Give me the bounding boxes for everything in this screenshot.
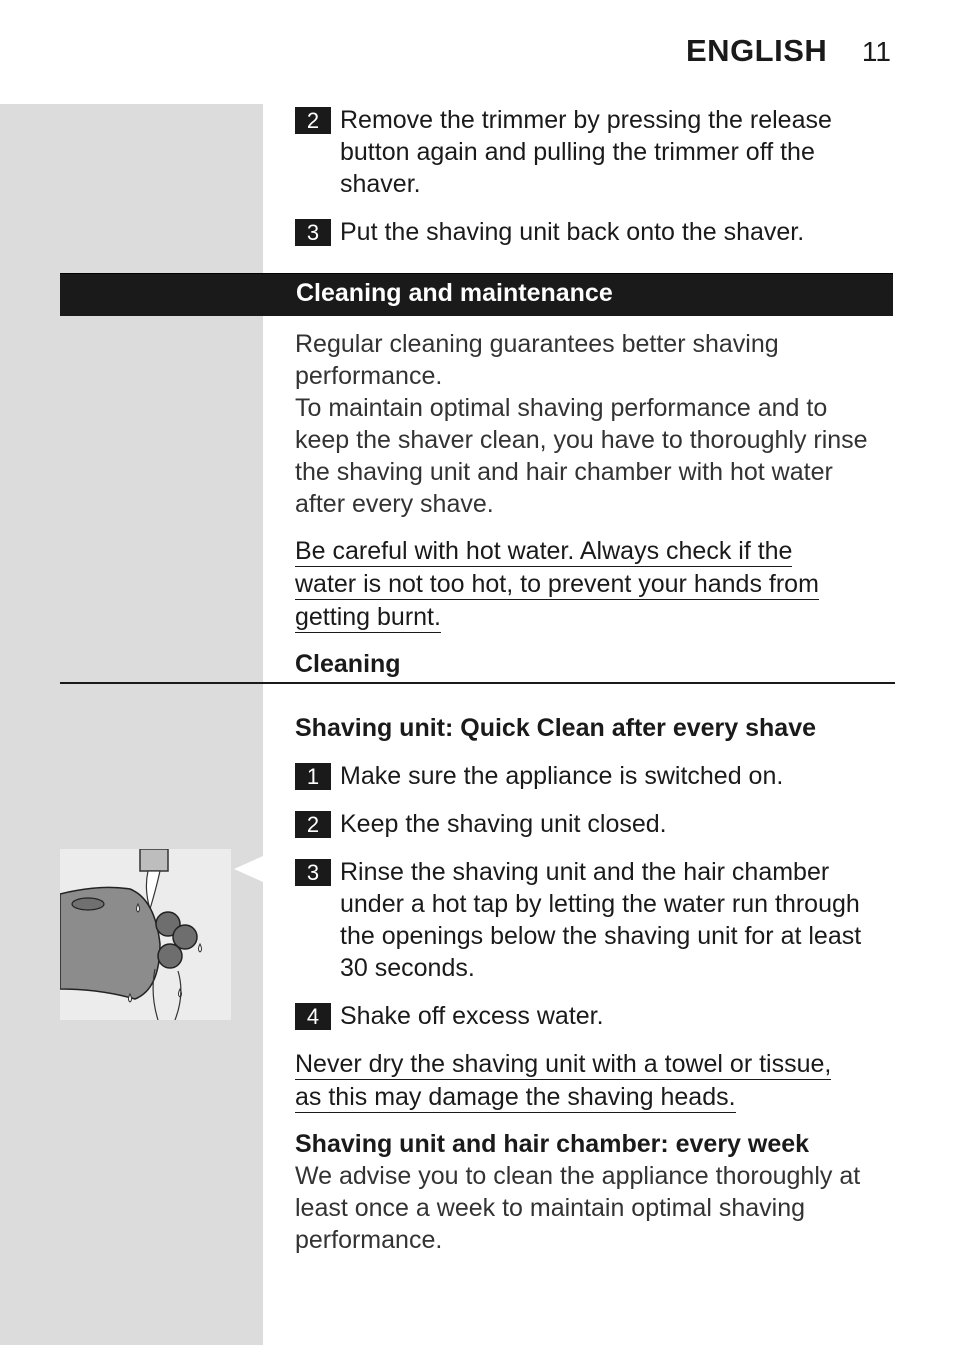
subsection-title: Cleaning [295, 650, 401, 678]
note-line: Never dry the shaving unit with a towel or tissue, [295, 1050, 832, 1078]
shaver-rinse-icon [60, 849, 231, 1020]
top-steps [295, 104, 885, 248]
intro-paragraph-1: Regular cleaning guarantees better shaving performance. [295, 330, 779, 390]
step-text: Keep the shaving unit closed. [340, 810, 667, 838]
weekly-title: Shaving unit and hair chamber: every week [295, 1130, 810, 1158]
section-divider [60, 682, 895, 684]
warning-line: getting burnt. [295, 603, 441, 631]
page-number: 11 [861, 36, 891, 67]
step-text: Make sure the appliance is switched on. [340, 762, 784, 790]
weekly-text: We advise you to clean the appliance thoroughly at least once a week to maintain optimal shaving performance. [295, 1162, 861, 1254]
quick-clean-title: Shaving unit: Quick Clean after every shave [295, 714, 817, 742]
section-intro [295, 328, 880, 520]
step-number: 4 [295, 1003, 331, 1030]
warning-line: Be careful with hot water. Always check if the [295, 537, 793, 565]
step-number: 2 [295, 107, 331, 134]
language-label: ENGLISH [686, 33, 828, 68]
step-text: Shake off excess water. [340, 1002, 604, 1030]
step-item [295, 856, 885, 984]
step-item [295, 808, 885, 840]
step-item [295, 104, 885, 200]
step-text: Put the shaving unit back onto the shaver. [340, 218, 805, 246]
towel-warning [295, 1048, 885, 1114]
step-number: 3 [295, 859, 331, 886]
step-number: 2 [295, 811, 331, 838]
step-item [295, 216, 885, 248]
warning-line: water is not too hot, to prevent your hands from [295, 570, 819, 598]
step-number: 1 [295, 763, 331, 790]
step-number: 3 [295, 219, 331, 246]
step-item [295, 760, 885, 792]
note-line: as this may damage the shaving heads. [295, 1083, 736, 1111]
weekly-section [295, 1128, 865, 1256]
illustration-pointer [234, 856, 263, 882]
hot-water-warning [295, 535, 885, 634]
section-heading-bar [60, 273, 893, 316]
step-text: Remove the trimmer by pressing the release button again and pulling the trimmer off the shaver. [340, 106, 832, 198]
page-header [686, 33, 891, 69]
intro-paragraph-2: To maintain optimal shaving performance and to keep the shaver clean, you have to thoroughly rinse the shaving unit and hair chamber with hot water after every shave. [295, 394, 868, 518]
step-text: Rinse the shaving unit and the hair chamber under a hot tap by letting the water run through the openings below the shaving unit for at least 30 seconds. [340, 858, 862, 982]
section-title: Cleaning and maintenance [296, 279, 613, 307]
quick-clean-section [295, 712, 885, 1032]
step-item [295, 1000, 885, 1032]
